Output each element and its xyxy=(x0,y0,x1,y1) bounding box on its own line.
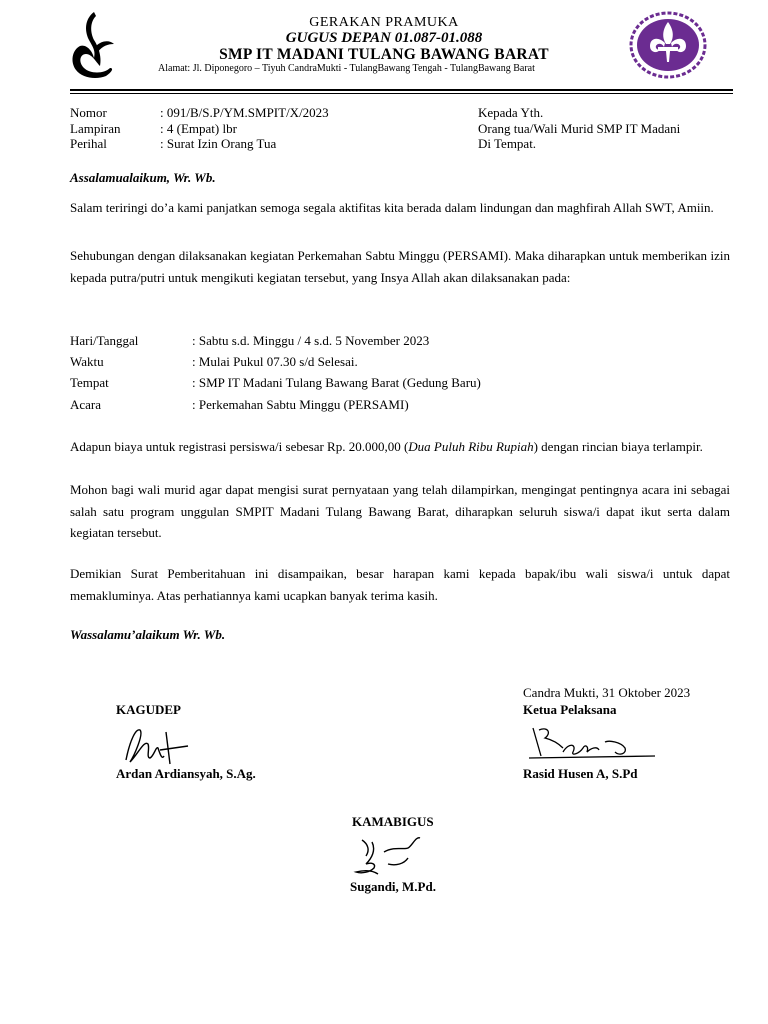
paragraph-event-intro: Sehubungan dengan dilaksanakan kegiatan Perkemahan Sabtu Minggu (PERSAMI). Maka diharapkan untuk memberikan izin kepada putra/putri untuk mengikuti kegiatan tersebut, yang Insya Allah akan dilaksanakan pada: xyxy=(70,248,730,285)
right-signatory-name: Rasid Husen A, S.Pd xyxy=(523,766,638,781)
fee-text-post: ) dengan rincian biaya terlampir. xyxy=(533,439,703,454)
header-rule-thin xyxy=(70,93,733,94)
org-name: GERAKAN PRAMUKA xyxy=(309,15,459,30)
school-name: SMP IT MADANI TULANG BAWANG BARAT xyxy=(219,46,549,63)
nomor-label: Nomor xyxy=(70,105,107,120)
recipient-line2: Orang tua/Wali Murid SMP IT Madani xyxy=(478,121,681,136)
center-signatory-title: KAMABIGUS xyxy=(352,814,434,829)
left-signatory-title: KAGUDEP xyxy=(116,702,181,717)
perihal-value: : Surat Izin Orang Tua xyxy=(160,136,277,151)
lampiran-label: Lampiran xyxy=(70,121,121,136)
detail-label-time: Waktu xyxy=(70,354,104,369)
detail-value-date: : Sabtu s.d. Minggu / 4 s.d. 5 November 2023 xyxy=(192,333,430,348)
center-signature xyxy=(342,828,442,883)
paragraph-opening: Salam teriringi do’a kami panjatkan semoga segala aktifitas kita berada dalam lindungan dan maghfirah Allah SWT, Amiin. xyxy=(70,200,714,215)
detail-value-time: : Mulai Pukul 07.30 s/d Selesai. xyxy=(192,354,358,369)
fee-text-pre: Adapun biaya untuk registrasi persiswa/i sebesar Rp. 20.000,00 ( xyxy=(70,439,409,454)
paragraph-closing-remark: Demikian Surat Pemberitahuan ini disampaikan, besar harapan kami kepada bapak/ibu wali siswa/i untuk dapat memakluminya. Atas perhatiannya kami ucapkan banyak terima kasih. xyxy=(70,566,730,603)
perihal-label: Perihal xyxy=(70,136,107,151)
greeting: Assalamualaikum, Wr. Wb. xyxy=(70,170,216,185)
recipient-line3: Di Tempat. xyxy=(478,136,537,151)
recipient-line1: Kepada Yth. xyxy=(478,105,544,120)
detail-label-place: Tempat xyxy=(70,375,109,390)
lampiran-value: : 4 (Empat) lbr xyxy=(160,121,237,136)
right-signatory-title: Ketua Pelaksana xyxy=(523,702,617,717)
detail-label-date: Hari/Tanggal xyxy=(70,333,139,348)
fee-amount-words: Dua Puluh Ribu Rupiah xyxy=(408,439,534,454)
school-address: Alamat: Jl. Diponegoro – Tiyuh CandraMukti - TulangBawang Tengah - TulangBawang Barat xyxy=(158,63,535,74)
nomor-value: : 091/B/S.P/YM.SMPIT/X/2023 xyxy=(160,105,329,120)
detail-label-event: Acara xyxy=(70,397,102,412)
gugus-depan: GUGUS DEPAN 01.087-01.088 xyxy=(285,30,483,46)
left-signatory-name: Ardan Ardiansyah, S.Ag. xyxy=(116,766,256,781)
detail-value-place: : SMP IT Madani Tulang Bawang Barat (Gedung Baru) xyxy=(192,375,481,390)
header-rule-thick xyxy=(70,89,733,91)
paragraph-fee xyxy=(70,436,730,458)
center-signatory-name: Sugandi, M.Pd. xyxy=(350,879,436,894)
detail-value-event: : Perkemahan Sabtu Minggu (PERSAMI) xyxy=(192,397,409,412)
closing-greeting: Wassalamu’alaikum Wr. Wb. xyxy=(70,627,226,642)
right-signature xyxy=(525,722,660,770)
left-signature xyxy=(120,720,200,770)
place-date: Candra Mukti, 31 Oktober 2023 xyxy=(523,685,691,700)
paragraph-request: Mohon bagi wali murid agar dapat mengisi surat pernyataan yang telah dilampirkan, mengingat pentingnya acara ini sebagai salah satu program unggulan SMPIT Madani Tulang Bawang Barat, diharapkan seluruh siswa/i dapat ikut serta dalam kegiatan tersebut. xyxy=(70,482,730,540)
